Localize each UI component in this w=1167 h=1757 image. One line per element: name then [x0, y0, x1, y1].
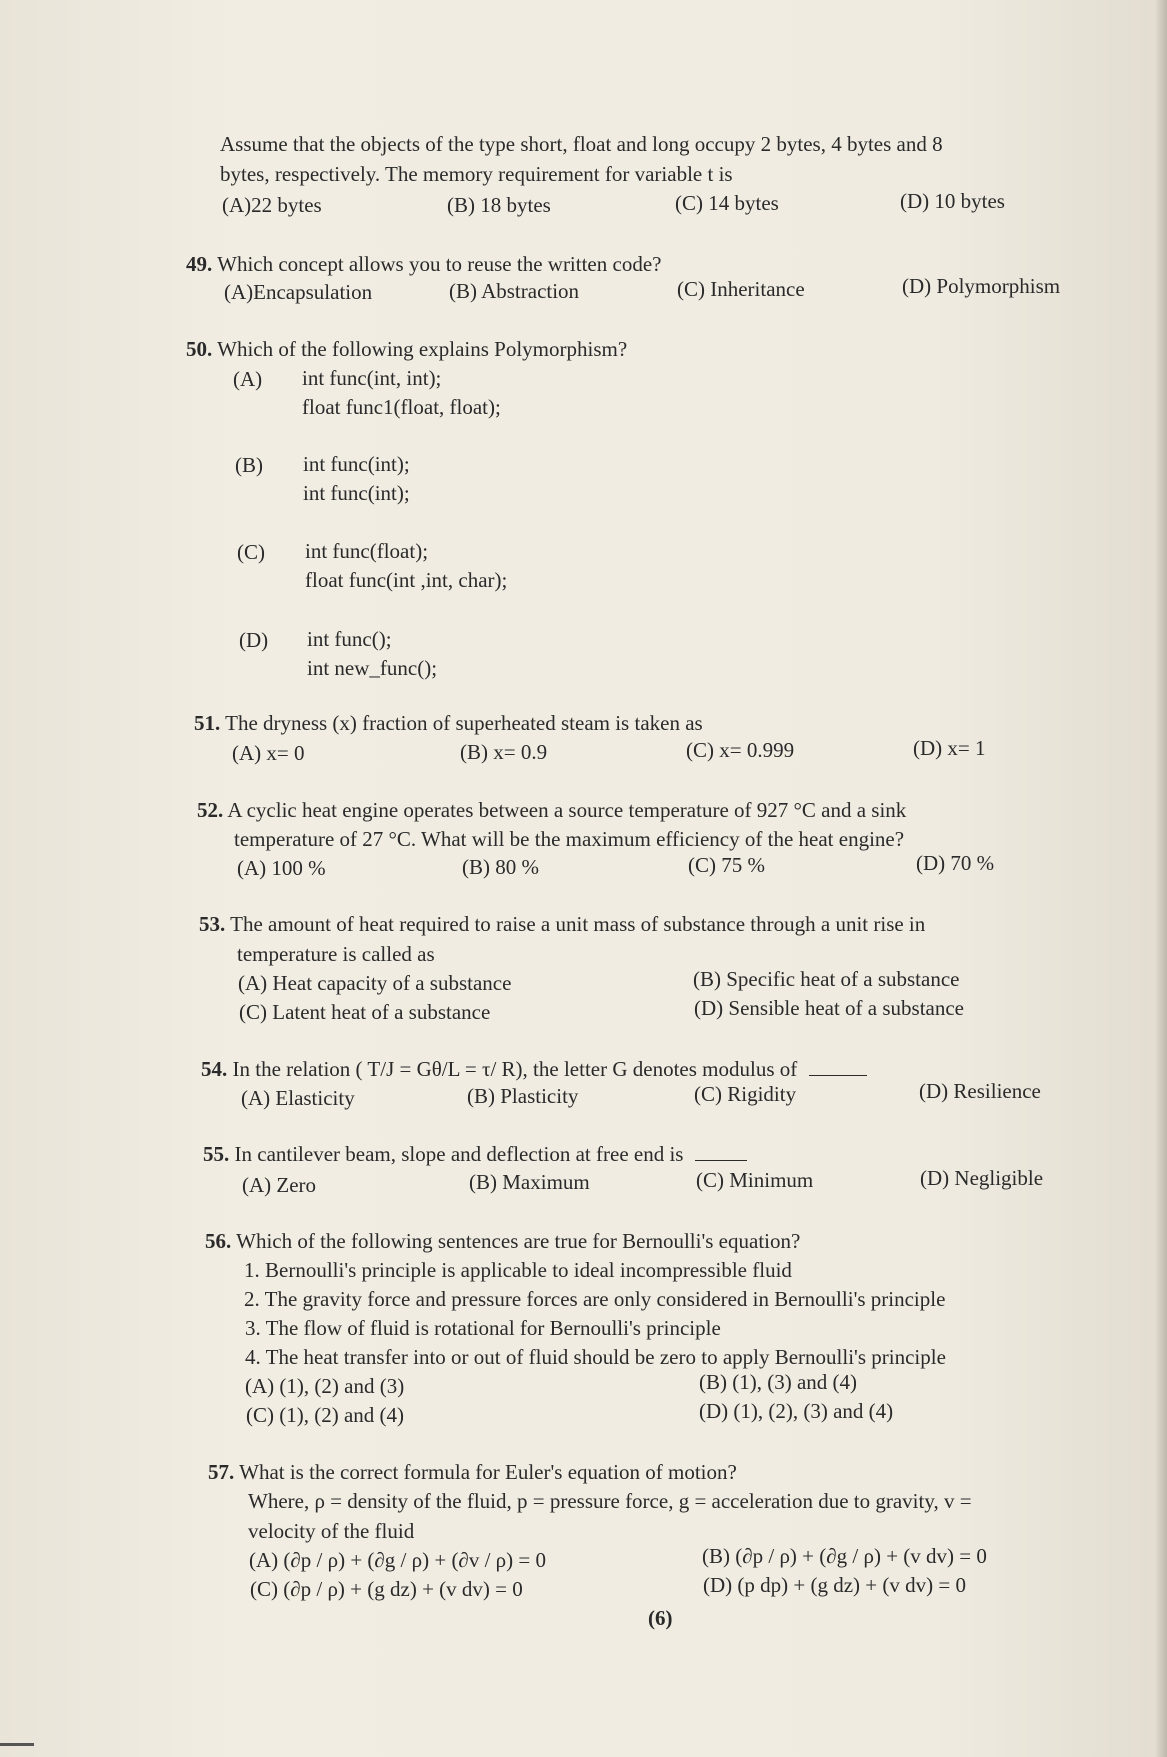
q55-option-b: (B) Maximum — [469, 1170, 590, 1194]
q54-option-b: (B) Plasticity — [467, 1084, 579, 1108]
q50-option-d-line1: int func(); — [307, 627, 392, 651]
intro-option-b: (B) 18 bytes — [447, 193, 551, 217]
q56-statement-1: 1. Bernoulli's principle is applicable to ideal incompressible fluid — [244, 1258, 792, 1282]
question-54 — [201, 1057, 867, 1082]
question-57 — [208, 1460, 737, 1485]
intro-option-d: (D) 10 bytes — [900, 189, 1005, 213]
q50-option-a-line2: float func1(float, float); — [302, 395, 501, 419]
q52-option-b: (B) 80 % — [462, 855, 539, 879]
scan-edge-mark — [0, 1743, 34, 1746]
q56-statement-3: 3. The flow of fluid is rotational for Bernoulli's principle — [245, 1316, 721, 1340]
question-number: 56. — [205, 1229, 232, 1253]
q50-option-d-line2: int new_func(); — [307, 656, 438, 680]
page-number: (6) — [648, 1606, 673, 1630]
question-49 — [186, 252, 661, 277]
q51-option-c: (C) x= 0.999 — [686, 738, 795, 762]
question-text: Which of the following explains Polymorphism? — [217, 337, 628, 361]
q53-option-c: (C) Latent heat of a substance — [239, 1000, 491, 1024]
q51-option-b: (B) x= 0.9 — [460, 740, 548, 764]
page-edge-shadow — [1155, 0, 1167, 1757]
question-number: 52. — [197, 798, 224, 822]
q56-statement-4: 4. The heat transfer into or out of fluid should be zero to apply Bernoulli's principle — [245, 1345, 946, 1369]
q49-option-a: (A)Encapsulation — [224, 280, 373, 304]
q52-option-c: (C) 75 % — [688, 853, 765, 877]
q57-option-d: (D) (p dp) + (g dz) + (v dv) = 0 — [703, 1573, 966, 1597]
q54-option-d: (D) Resilience — [919, 1079, 1041, 1103]
q56-option-a: (A) (1), (2) and (3) — [245, 1374, 405, 1398]
q49-option-d: (D) Polymorphism — [902, 274, 1061, 298]
q52-option-d: (D) 70 % — [916, 851, 995, 875]
q51-option-d: (D) x= 1 — [913, 736, 986, 760]
q55-option-d: (D) Negligible — [920, 1166, 1044, 1190]
question-number: 53. — [199, 912, 226, 936]
intro-line-2: bytes, respectively. The memory requirement for variable t is — [220, 162, 733, 186]
q50-option-b-line1: int func(int); — [303, 452, 410, 476]
answer-blank — [695, 1142, 747, 1161]
q51-option-a: (A) x= 0 — [232, 741, 305, 765]
question-55 — [203, 1142, 747, 1167]
q52-line-2: temperature of 27 °C. What will be the maximum efficiency of the heat engine? — [234, 827, 905, 851]
q49-option-c: (C) Inheritance — [677, 277, 805, 301]
q57-where-line-2: velocity of the fluid — [248, 1519, 415, 1543]
question-number: 54. — [201, 1057, 228, 1081]
question-text: In the relation ( T/J = Gθ/L = τ/ R), the letter G denotes modulus of — [232, 1057, 798, 1081]
question-text-line-1: A cyclic heat engine operates between a source temperature of 927 °C and a sink — [227, 798, 907, 822]
intro-option-a: (A)22 bytes — [222, 193, 322, 217]
q50-option-a-label: (A) — [233, 367, 263, 391]
q55-option-a: (A) Zero — [242, 1173, 317, 1197]
question-text-line-1: The amount of heat required to raise a unit mass of substance through a unit rise in — [230, 912, 926, 936]
intro-line-1: Assume that the objects of the type short, float and long occupy 2 bytes, 4 bytes and 8 — [220, 132, 943, 156]
question-number: 49. — [186, 252, 213, 276]
q50-option-a-line1: int func(int, int); — [302, 366, 442, 390]
question-text: Which of the following sentences are true for Bernoulli's equation? — [236, 1229, 801, 1253]
question-53 — [199, 912, 925, 937]
question-52 — [197, 798, 906, 823]
q54-option-a: (A) Elasticity — [241, 1086, 355, 1110]
q50-option-c-line1: int func(float); — [305, 539, 429, 563]
q57-option-b: (B) (∂p / ρ) + (∂g / ρ) + (v dv) = 0 — [702, 1544, 987, 1568]
question-text: What is the correct formula for Euler's equation of motion? — [239, 1460, 737, 1484]
question-50 — [186, 337, 627, 362]
q57-option-c: (C) (∂p / ρ) + (g dz) + (v dv) = 0 — [250, 1577, 523, 1601]
q57-where-line-1: Where, ρ = density of the fluid, p = pressure force, g = acceleration due to gravity, v = — [248, 1489, 972, 1513]
question-number: 57. — [208, 1460, 235, 1484]
q50-option-c-label: (C) — [237, 540, 265, 564]
question-51 — [194, 711, 703, 736]
question-number: 55. — [203, 1142, 230, 1166]
q50-option-b-label: (B) — [235, 453, 263, 477]
q56-option-c: (C) (1), (2) and (4) — [246, 1403, 405, 1427]
question-number: 51. — [194, 711, 221, 735]
q53-line-2: temperature is called as — [237, 942, 435, 966]
q55-option-c: (C) Minimum — [696, 1168, 814, 1192]
q56-statement-2: 2. The gravity force and pressure forces are only considered in Bernoulli's principle — [244, 1287, 946, 1311]
answer-blank — [809, 1057, 867, 1076]
question-text: In cantilever beam, slope and deflection at free end is — [234, 1142, 684, 1166]
q50-option-d-label: (D) — [239, 628, 269, 652]
question-text: The dryness (x) fraction of superheated steam is taken as — [225, 711, 703, 735]
q57-option-a: (A) (∂p / ρ) + (∂g / ρ) + (∂v / ρ) = 0 — [249, 1548, 546, 1572]
q52-option-a: (A) 100 % — [237, 856, 326, 880]
q54-option-c: (C) Rigidity — [694, 1082, 797, 1106]
q50-option-b-line2: int func(int); — [303, 481, 410, 505]
question-text: Which concept allows you to reuse the written code? — [217, 252, 662, 276]
q53-option-d: (D) Sensible heat of a substance — [694, 996, 964, 1020]
question-number: 50. — [186, 337, 213, 361]
q53-option-b: (B) Specific heat of a substance — [693, 967, 960, 991]
q53-option-a: (A) Heat capacity of a substance — [238, 971, 512, 995]
question-56 — [205, 1229, 800, 1254]
q56-option-d: (D) (1), (2), (3) and (4) — [699, 1399, 894, 1423]
q49-option-b: (B) Abstraction — [449, 279, 580, 303]
q56-option-b: (B) (1), (3) and (4) — [699, 1370, 858, 1394]
intro-option-c: (C) 14 bytes — [675, 191, 779, 215]
q50-option-c-line2: float func(int ,int, char); — [305, 568, 508, 592]
